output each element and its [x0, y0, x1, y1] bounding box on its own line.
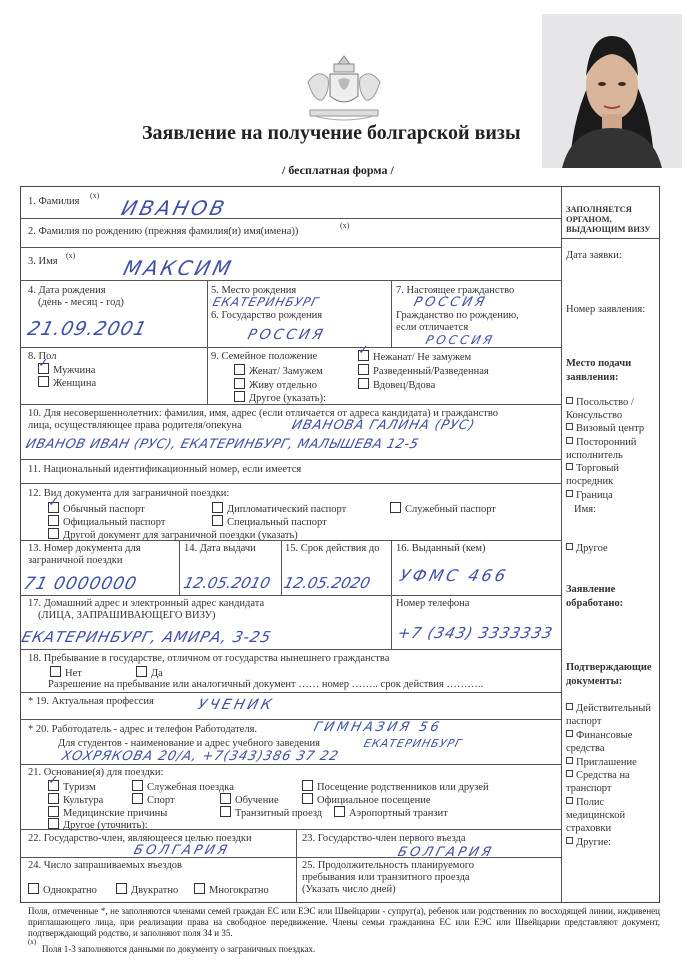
place-item-external-label: Посторонний исполнитель	[566, 437, 637, 461]
residence-yes-option[interactable]	[136, 666, 163, 680]
employer-label: * 20. Работодатель - адрес и телефон Работодателя.	[28, 724, 258, 735]
place-item-border-label: Граница	[576, 490, 613, 501]
entries-single-label: Однократно	[43, 885, 97, 896]
checkbox-checked-icon[interactable]	[358, 350, 369, 361]
purpose-visit-option[interactable]	[302, 780, 489, 794]
birth-surname-label: 2. Фамилия по рождению (прежняя фамилия(и) имя(имена))	[28, 226, 299, 237]
checkbox-icon[interactable]	[566, 797, 573, 804]
checkbox-icon[interactable]	[566, 730, 573, 737]
purpose-airport-transit-label: Аэропортный транзит	[349, 808, 448, 819]
residence-yes-label: Да	[151, 668, 163, 679]
purpose-other-label: Другое (уточнить):	[63, 820, 148, 831]
checkbox-icon[interactable]	[566, 703, 573, 710]
border-name-label: Имя:	[574, 504, 596, 515]
checkbox-icon[interactable]	[234, 391, 245, 402]
national-id-label: 11. Национальный идентификационный номер, если имеется	[28, 464, 302, 475]
trip-purpose-label: 21. Основание(я) для поездки:	[28, 767, 164, 778]
sex-male-option[interactable]	[38, 363, 95, 377]
place-item-embassy-label: Посольство / Консульство	[566, 397, 634, 421]
doc-item-transport[interactable]	[566, 769, 660, 795]
issued-by-value[interactable]: УФМС 466	[397, 566, 511, 585]
checkbox-icon[interactable]	[38, 376, 49, 387]
doc-service-option[interactable]	[390, 502, 496, 516]
birth-citizenship-label: Гражданство по рождению, если отличается	[396, 310, 519, 333]
doc-diplomatic-label: Дипломатический паспорт	[227, 504, 347, 515]
stay-duration-label-2: пребывания или транзитного проезда	[302, 872, 470, 883]
checkbox-icon[interactable]	[566, 423, 573, 430]
doc-official-label: Официальный паспорт	[63, 517, 166, 528]
purpose-tourism-option[interactable]	[48, 780, 96, 794]
checkbox-icon[interactable]	[566, 490, 573, 497]
issue-date-label: 14. Дата выдачи	[184, 543, 256, 554]
sex-label: 8. Пол	[28, 351, 57, 362]
first-entry-state-label: 23. Государство-член первого въезда	[302, 833, 466, 844]
checkbox-icon[interactable]	[48, 793, 59, 804]
passport-number-value[interactable]: 71 0000000	[21, 574, 140, 594]
doc-item-transport-label: Средства на транспорт	[566, 770, 630, 794]
submission-place-title: Место подачи заявления:	[566, 358, 632, 383]
destination-state-value[interactable]: БОЛГАРИЯ	[132, 843, 232, 858]
checkbox-icon[interactable]	[212, 515, 223, 526]
birth-country-label: 6. Государство рождения	[211, 310, 323, 321]
marital-married-label: Женат/ Замужем	[249, 366, 323, 377]
doc-special-label: Специальный паспорт	[227, 517, 327, 528]
employer-address-value[interactable]: ХОХРЯКОВА 20/А, +7(343)386 37 22	[60, 749, 341, 764]
doc-item-other[interactable]	[566, 836, 660, 849]
first-name-value[interactable]: МАКСИМ	[121, 256, 237, 280]
employer-value[interactable]: ГИМНАЗИЯ 56	[312, 720, 444, 735]
checkbox-icon[interactable]	[566, 770, 573, 777]
passport-number-label: 13. Номер документа для заграничной поездки	[28, 543, 141, 566]
checkbox-checked-icon[interactable]	[48, 502, 59, 513]
doc-other-label: Другой документ для заграничной поездки (указать)	[63, 530, 298, 541]
employer-city-value[interactable]: ЕКАТЕРИНБУРГ	[362, 737, 464, 750]
checkbox-icon[interactable]	[390, 502, 401, 513]
birth-citizenship-value[interactable]: РОССИЯ	[424, 333, 497, 347]
doc-diplomatic-option[interactable]	[212, 502, 346, 516]
birth-country-value[interactable]: РОССИЯ	[246, 327, 328, 343]
birth-place-label: 5. Место рождения	[211, 285, 297, 296]
marital-widowed-label: Вдовец/Вдова	[373, 380, 436, 391]
checkbox-icon[interactable]	[28, 883, 39, 894]
first-entry-state-value[interactable]: БОЛГАРИЯ	[396, 845, 496, 860]
doc-item-invitation[interactable]	[566, 756, 660, 769]
checkbox-icon[interactable]	[302, 780, 313, 791]
doc-ordinary-option[interactable]	[48, 502, 145, 516]
doc-service-label: Служебный паспорт	[405, 504, 496, 515]
purpose-study-option[interactable]	[220, 793, 279, 807]
purpose-sport-option[interactable]	[132, 793, 175, 807]
residence-no-label: Нет	[65, 668, 82, 679]
checkbox-icon[interactable]	[358, 378, 369, 389]
place-item-external[interactable]	[566, 436, 660, 462]
doc-item-other-label: Другие:	[576, 837, 612, 848]
checkbox-icon[interactable]	[132, 793, 143, 804]
checkbox-checked-icon[interactable]	[48, 780, 59, 791]
footer-superscript: (x)	[28, 938, 37, 946]
marital-separated-label: Живу отдельно	[249, 380, 317, 391]
checkbox-icon[interactable]	[566, 463, 573, 470]
place-item-intermediary[interactable]	[566, 462, 660, 488]
marital-divorced-option[interactable]	[358, 364, 489, 378]
checkbox-icon[interactable]	[358, 364, 369, 375]
entries-multiple-option[interactable]	[194, 883, 269, 897]
home-address-label-2: (ЛИЦА, ЗАПРАШИВАЮЩЕГО ВИЗУ)	[38, 610, 216, 621]
guardian-value[interactable]: ИВАНОВА ГАЛИНА (РУС)	[290, 418, 477, 433]
expiry-date-label: 15. Срок действия до	[285, 543, 380, 554]
checkbox-icon[interactable]	[566, 757, 573, 764]
checkbox-icon[interactable]	[48, 818, 59, 829]
footer-note-2: Поля 1-3 заполняются данными по документу о заграничных поездках.	[42, 944, 316, 954]
doc-item-funds-label: Финансовые средства	[566, 730, 633, 754]
place-item-visa-center[interactable]	[566, 422, 660, 435]
entries-double-label: Двукратно	[131, 885, 179, 896]
guardian-label-2: лица, осуществляющее права родителя/опекуна	[28, 420, 242, 431]
occupation-label: * 19. Актуальная профессия	[28, 696, 154, 707]
guardian-address-value[interactable]: ИВАНОВ ИВАН (РУС), ЕКАТЕРИНБУРГ, МАЛЫШЕВА 12-5	[24, 437, 421, 452]
applicant-photo	[542, 14, 682, 168]
place-item-intermediary-label: Торговый посредник	[566, 463, 620, 487]
surname-label: 1. Фамилия	[28, 196, 80, 207]
processed-title: Заявление обработано:	[566, 584, 624, 609]
marital-status-label: 9. Семейное положение	[211, 351, 318, 362]
guardian-label: 10. Для несовершеннолетних: фамилия, имя, адрес (если отличается от адреса кандидата) и гражданство	[28, 408, 498, 419]
doc-item-invitation-label: Приглашение	[576, 757, 637, 768]
birth-date-format: (день - месяц - год)	[38, 297, 124, 308]
purpose-official-option[interactable]	[302, 793, 431, 807]
checkbox-icon[interactable]	[566, 837, 573, 844]
purpose-official-label: Официальное посещение	[317, 795, 431, 806]
first-name-label: 3. Имя	[28, 256, 58, 267]
home-address-label: 17. Домашний адрес и электронный адрес кандидата	[28, 598, 265, 609]
authority-box-title: ЗАПОЛНЯЕТСЯ ОРГАНОМ, ВЫДАЮЩИМ ВИЗУ	[566, 204, 651, 234]
checkbox-icon[interactable]	[48, 806, 59, 817]
place-item-other[interactable]	[566, 542, 608, 555]
checkbox-icon[interactable]	[566, 437, 573, 444]
purpose-sport-label: Спорт	[147, 795, 175, 806]
checkbox-icon[interactable]	[302, 793, 313, 804]
doc-item-insurance-label: Полис медицинской страховки	[566, 797, 626, 834]
place-item-visa-center-label: Визовый центр	[576, 423, 645, 434]
doc-item-passport[interactable]	[566, 702, 660, 728]
purpose-culture-label: Культура	[63, 795, 104, 806]
checkbox-icon[interactable]	[566, 543, 573, 550]
surname-value[interactable]: ИВАНОВ	[119, 196, 230, 220]
footer-note: Поля, отмеченные *, не заполняются членами семей граждан ЕС или ЕЭС или Швейцарии - супруг(а), ребенок или родственник по восходящей линии, иждивенец приглашающего лица, при реализации права на свободное передвижение. Члены семьи гражданина ЕС или ЕЭС или Швейцарии представляют документ, подтверждающий родство, и заполняют поля 34 и 35.	[28, 906, 660, 938]
purpose-visit-label: Посещение родственников или друзей	[317, 782, 489, 793]
checkbox-icon[interactable]	[334, 806, 345, 817]
entries-multiple-label: Многократно	[209, 885, 269, 896]
sex-male-label: Мужчина	[53, 365, 96, 376]
purpose-other-option[interactable]	[48, 818, 148, 832]
expiry-date-value[interactable]: 12.05.2020	[281, 574, 373, 592]
marital-single-option[interactable]	[358, 350, 471, 364]
checkbox-icon[interactable]	[194, 883, 205, 894]
superscript-mark: (x)	[90, 191, 100, 200]
place-item-embassy[interactable]	[566, 396, 660, 422]
travel-doc-type-label: 12. Вид документа для заграничной поездки:	[28, 488, 230, 499]
phone-value[interactable]: +7 (343) 3333333	[395, 624, 556, 642]
doc-item-insurance[interactable]	[566, 796, 660, 835]
checkbox-icon[interactable]	[234, 364, 245, 375]
checkbox-icon[interactable]	[132, 780, 143, 791]
purpose-tourism-label: Туризм	[63, 782, 96, 793]
phone-label: Номер телефона	[396, 598, 470, 609]
purpose-study-label: Обучение	[235, 795, 279, 806]
place-item-border[interactable]	[566, 489, 660, 502]
entries-label: 24. Число запрашиваемых въездов	[28, 860, 183, 871]
issue-date-value[interactable]: 12.05.2010	[181, 574, 273, 592]
doc-special-option[interactable]	[212, 515, 327, 529]
checkbox-icon[interactable]	[116, 883, 127, 894]
marital-other-label: Другое (указать):	[249, 393, 326, 404]
purpose-business-label: Служебная поездка	[147, 782, 234, 793]
occupation-value[interactable]: УЧЕНИК	[196, 697, 276, 713]
superscript-mark: (x)	[340, 221, 350, 230]
application-number-label: Номер заявления:	[566, 304, 646, 315]
doc-other-option[interactable]	[48, 528, 298, 542]
page-subtitle: / бесплатная форма /	[282, 163, 394, 177]
school-label: Для студентов - наименование и адрес учебного заведения	[58, 738, 320, 749]
checkbox-icon[interactable]	[50, 666, 61, 677]
marital-single-label: Нежанат/ Не замужем	[373, 352, 472, 363]
purpose-medical-label: Медицинские причины	[63, 808, 168, 819]
residence-permit-line: Разрешение на пребывание или аналогичный документ …… номер …….. срок действия ………..	[48, 679, 484, 690]
doc-item-passport-label: Действительный паспорт	[566, 703, 651, 727]
entries-double-option[interactable]	[116, 883, 178, 897]
citizenship-value[interactable]: РОССИЯ	[412, 295, 489, 310]
birth-date-value[interactable]: 21.09.2001	[25, 318, 150, 340]
birth-place-value[interactable]: ЕКАТЕРИНБУРГ	[211, 295, 321, 309]
supporting-docs-title: Подтверждающие документы:	[566, 662, 652, 687]
purpose-business-option[interactable]	[132, 780, 234, 794]
purpose-transit-label: Транзитный проезд	[235, 808, 323, 819]
checkbox-checked-icon[interactable]	[38, 363, 49, 374]
marital-other-option[interactable]	[234, 391, 326, 405]
stay-duration-label: 25. Продолжительность планируемого	[302, 860, 474, 871]
marital-widowed-option[interactable]	[358, 378, 435, 392]
checkbox-icon[interactable]	[220, 806, 231, 817]
checkbox-icon[interactable]	[234, 378, 245, 389]
sex-female-label: Женщина	[53, 378, 97, 389]
birth-date-label: 4. Дата рождения	[28, 285, 106, 296]
doc-item-funds[interactable]	[566, 729, 660, 755]
issued-by-label: 16. Выданный (кем)	[396, 543, 486, 554]
stay-duration-label-3: (Указать число дней)	[302, 884, 396, 895]
application-date-label: Дата заявки:	[566, 250, 622, 261]
marital-divorced-label: Разведенный/Разведенная	[373, 366, 489, 377]
sex-female-option[interactable]	[38, 376, 96, 390]
home-address-value[interactable]: ЕКАТЕРИНБУРГ, АМИРА, 3-25	[19, 628, 274, 646]
purpose-transit-option[interactable]	[220, 806, 322, 820]
residence-label: 18. Пребывание в государстве, отличном от государства нынешнего гражданства	[28, 653, 390, 664]
purpose-culture-option[interactable]	[48, 793, 103, 807]
doc-ordinary-label: Обычный паспорт	[63, 504, 145, 515]
entries-single-option[interactable]	[28, 883, 97, 897]
checkbox-icon[interactable]	[220, 793, 231, 804]
checkbox-icon[interactable]	[136, 666, 147, 677]
superscript-mark: (x)	[66, 251, 76, 260]
coat-of-arms-emblem	[300, 52, 388, 124]
marital-married-option[interactable]	[234, 364, 323, 378]
page-title: Заявление на получение болгарской визы	[142, 122, 521, 144]
checkbox-icon[interactable]	[48, 528, 59, 539]
checkbox-icon[interactable]	[212, 502, 223, 513]
destination-state-label: 22. Государство-член, являющееся целью поездки	[28, 833, 252, 844]
checkbox-icon[interactable]	[48, 515, 59, 526]
place-item-other-label: Другое	[576, 543, 608, 554]
purpose-airport-transit-option[interactable]	[334, 806, 448, 820]
doc-official-option[interactable]	[48, 515, 165, 529]
citizenship-label: 7. Настоящее гражданство	[396, 285, 515, 296]
checkbox-icon[interactable]	[566, 397, 573, 404]
residence-no-option[interactable]	[50, 666, 82, 680]
marital-separated-option[interactable]	[234, 378, 317, 392]
